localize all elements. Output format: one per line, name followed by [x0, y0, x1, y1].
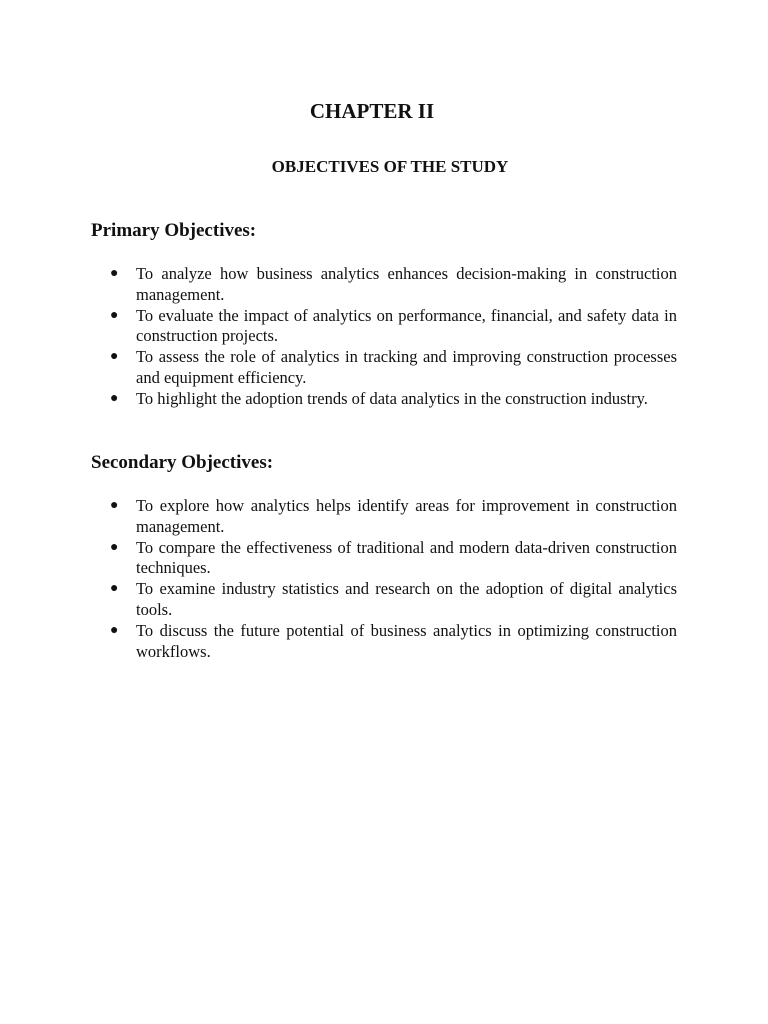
list-item-text: To assess the role of analytics in tracking and improving construction processes and equipment efficiency.	[136, 347, 677, 387]
secondary-objectives-list	[0, 496, 768, 662]
list-item	[0, 538, 677, 580]
section-title: OBJECTIVES OF THE STUDY	[271, 157, 509, 176]
secondary-objectives-heading: Secondary Objectives:	[91, 452, 274, 473]
list-item	[0, 579, 677, 621]
primary-objectives-list	[0, 264, 768, 410]
chapter-title: CHAPTER II	[309, 99, 435, 123]
list-item-text: To analyze how business analytics enhances decision-making in construction management.	[136, 264, 677, 304]
bullet-icon: ●	[110, 622, 119, 638]
list-item	[0, 496, 677, 538]
list-item	[0, 389, 677, 410]
list-item	[0, 621, 677, 663]
list-item	[0, 264, 677, 306]
primary-objectives-heading: Primary Objectives:	[91, 220, 257, 241]
list-item-text: To examine industry statistics and research on the adoption of digital analytics tools.	[136, 579, 677, 619]
list-item-text: To discuss the future potential of business analytics in optimizing construction workflows.	[136, 620, 677, 661]
bullet-icon: ●	[110, 266, 119, 281]
bullet-icon: ●	[110, 307, 119, 323]
list-item-text: To evaluate the impact of analytics on performance, financial, and safety data in construction projects.	[136, 305, 677, 346]
list-item-text: To explore how analytics helps identify areas for improvement in construction management.	[136, 496, 677, 536]
bullet-icon: ●	[110, 498, 119, 513]
bullet-icon: ●	[110, 349, 119, 365]
list-item	[0, 306, 677, 348]
bullet-icon: ●	[110, 390, 119, 406]
list-item-text: To compare the effectiveness of traditional and modern data-driven construction techniques.	[136, 537, 677, 578]
bullet-icon: ●	[110, 539, 119, 555]
list-item-text: To highlight the adoption trends of data analytics in the construction industry.	[136, 388, 648, 408]
list-item	[0, 347, 677, 389]
bullet-icon: ●	[110, 581, 119, 597]
